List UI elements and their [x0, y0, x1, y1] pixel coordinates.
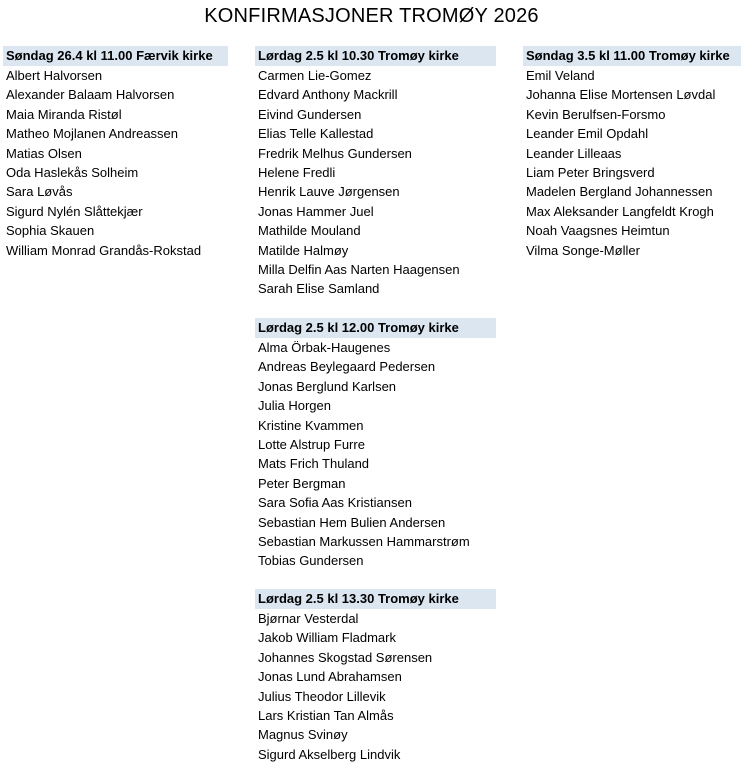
- list-item: Henrik Lauve Jørgensen: [258, 184, 400, 200]
- list-item: Vilma Songe-Møller: [526, 242, 640, 258]
- list-item: Leander Lilleaas: [526, 145, 622, 161]
- list-item: Jonas Berglund Karlsen: [258, 378, 397, 394]
- list-item: Kristine Kvammen: [258, 417, 364, 433]
- list-item: Sigurd Akselberg Lindvik: [258, 746, 401, 762]
- group-faervik-2604-1100: [3, 46, 228, 260]
- name-list: [523, 66, 741, 260]
- list-item: Max Aleksander Langfeldt Krogh: [526, 203, 714, 219]
- list-item: Julia Horgen: [258, 398, 331, 414]
- list-item: Maia Miranda Ristøl: [6, 106, 122, 122]
- list-item: Madelen Bergland Johannessen: [526, 184, 713, 200]
- list-item: Sigurd Nylén Slåttekjær: [6, 203, 143, 219]
- list-item: Mats Frich Thuland: [258, 456, 370, 472]
- list-item: Sarah Elise Samland: [258, 281, 380, 297]
- list-item: Julius Theodor Lillevik: [258, 688, 386, 704]
- list-item: Sara Løvås: [6, 184, 73, 200]
- list-item: Magnus Svinøy: [258, 727, 348, 743]
- list-item: Eivind Gundersen: [258, 106, 362, 122]
- name-list: [255, 338, 496, 571]
- group-heading: Søndag 3.5 kl 11.00 Tromøy kirke: [523, 46, 741, 66]
- name-list: [255, 66, 496, 299]
- list-item: Lars Kristian Tan Almås: [258, 707, 394, 723]
- list-item: Liam Peter Bringsverd: [526, 164, 655, 180]
- list-item: Emil Veland: [526, 68, 595, 83]
- list-item: Helene Fredli: [258, 164, 336, 180]
- group-heading: Lørdag 2.5 kl 13.30 Tromøy kirke: [255, 589, 496, 609]
- list-item: Lotte Alstrup Furre: [258, 436, 365, 452]
- list-item: Mathilde Mouland: [258, 223, 361, 239]
- list-item: Noah Vaagsnes Heimtun: [526, 223, 670, 239]
- group-tromoy-0305-1100: [523, 46, 741, 260]
- list-item: Leander Emil Opdahl: [526, 126, 649, 142]
- group-heading: Lørdag 2.5 kl 10.30 Tromøy kirke: [255, 46, 496, 66]
- list-item: Elias Telle Kallestad: [258, 126, 374, 142]
- group-heading: Søndag 26.4 kl 11.00 Færvik kirke: [3, 46, 228, 66]
- list-item: Albert Halvorsen: [6, 68, 103, 83]
- name-list: [255, 609, 496, 764]
- list-item: Jakob William Fladmark: [258, 630, 396, 646]
- list-item: Alma Örbak-Haugenes: [258, 340, 391, 355]
- name-list: [3, 66, 228, 260]
- list-item: Edvard Anthony Mackrill: [258, 87, 398, 103]
- list-item: Matias Olsen: [6, 145, 82, 161]
- list-item: Sebastian Hem Bulien Andersen: [258, 514, 446, 530]
- group-tromoy-0205-1200: [255, 318, 496, 571]
- list-item: Tobias Gundersen: [258, 553, 364, 569]
- list-item: Peter Bergman: [258, 475, 346, 491]
- list-item: Sebastian Markussen Hammarstrøm: [258, 533, 470, 549]
- page-title: KONFIRMASJONER TROMØY 2026: [204, 5, 539, 27]
- list-item: Bjørnar Vesterdal: [258, 611, 359, 626]
- list-item: Jonas Lund Abrahamsen: [258, 669, 402, 685]
- list-item: Matheo Mojlanen Andreassen: [6, 126, 179, 142]
- list-item: Johanna Elise Mortensen Løvdal: [526, 87, 716, 103]
- group-heading: Lørdag 2.5 kl 12.00 Tromøy kirke: [255, 318, 496, 338]
- group-tromoy-0205-1030: [255, 46, 496, 299]
- list-item: Carmen Lie-Gomez: [258, 68, 372, 83]
- list-item: Andreas Beylegaard Pedersen: [258, 359, 436, 375]
- list-item: Jonas Hammer Juel: [258, 203, 374, 219]
- list-item: Milla Delfin Aas Narten Haagensen: [258, 261, 460, 277]
- list-item: Alexander Balaam Halvorsen: [6, 87, 175, 103]
- group-tromoy-0205-1330: [255, 589, 496, 764]
- list-item: Sara Sofia Aas Kristiansen: [258, 495, 412, 511]
- list-item: Kevin Berulfsen-Forsmo: [526, 106, 666, 122]
- list-item: Matilde Halmøy: [258, 242, 349, 258]
- list-item: Johannes Skogstad Sørensen: [258, 649, 433, 665]
- list-item: Fredrik Melhus Gundersen: [258, 145, 412, 161]
- list-item: Oda Haslekås Solheim: [6, 164, 139, 180]
- list-item: Sophia Skauen: [6, 223, 95, 239]
- list-item: William Monrad Grandås-Rokstad: [6, 242, 202, 258]
